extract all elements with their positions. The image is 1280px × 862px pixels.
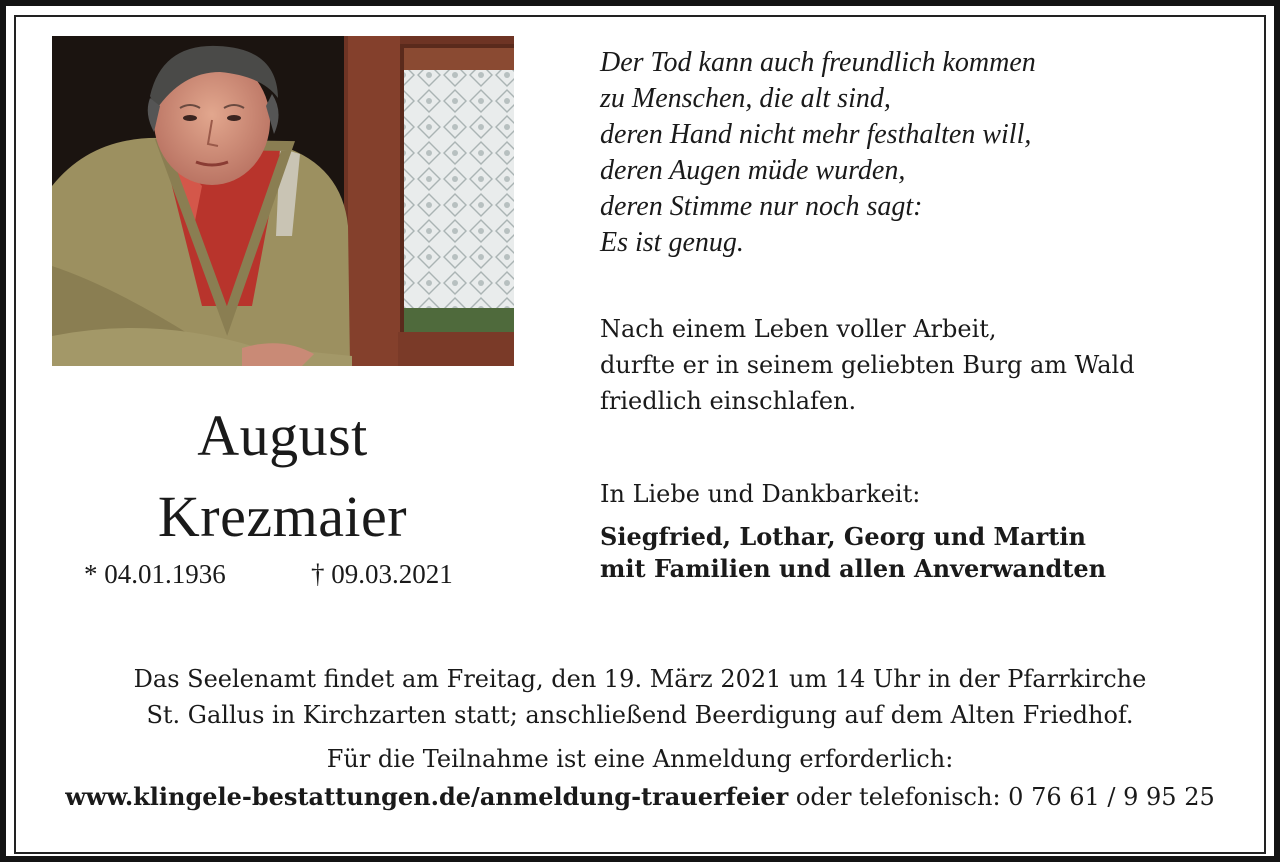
phone-prefix: oder telefonisch: <box>788 783 1009 811</box>
poem-line: deren Stimme nur noch sagt: <box>600 191 923 222</box>
poem-line: Es ist genug. <box>600 227 744 258</box>
registration-url-link[interactable]: www.klingele-bestattungen.de/anmeldung-trauerfeier <box>65 782 789 811</box>
service-details-line-2: St. Gallus in Kirchzarten statt; anschließend Beerdigung auf dem Alten Friedhof. <box>146 701 1134 729</box>
death-date: † 09.03.2021 <box>311 559 453 589</box>
mourners-line: mit Familien und allen Anverwandten <box>600 554 1107 583</box>
life-line: friedlich einschlafen. <box>600 387 857 415</box>
poem-line: deren Augen müde wurden, <box>600 155 906 186</box>
portrait-photo <box>52 36 514 366</box>
thanks-intro: In Liebe und Dankbarkeit: <box>600 480 921 508</box>
deceased-last-name: Krezmaier <box>157 484 408 549</box>
poem-line: zu Menschen, die alt sind, <box>600 83 891 114</box>
life-line: Nach einem Leben voller Arbeit, <box>600 315 997 343</box>
deceased-first-name: August <box>197 403 368 468</box>
phone-number: 0 76 61 / 9 95 25 <box>1008 783 1215 811</box>
life-line: durfte er in seinem geliebten Burg am Wald <box>600 351 1135 379</box>
poem-line: deren Hand nicht mehr festhalten will, <box>600 119 1032 150</box>
birth-date: * 04.01.1936 <box>84 559 226 589</box>
registration-note: Für die Teilnahme ist eine Anmeldung erforderlich: <box>326 745 954 773</box>
memorial-poem <box>600 45 1036 261</box>
mourners-list <box>600 521 1106 585</box>
life-statement <box>600 311 1135 419</box>
registration-contact <box>20 782 1260 811</box>
service-details-line-1: Das Seelenamt findet am Freitag, den 19. März 2021 um 14 Uhr in der Pfarrkirche <box>133 665 1147 693</box>
mourners-line: Siegfried, Lothar, Georg und Martin <box>600 522 1086 551</box>
poem-line: Der Tod kann auch freundlich kommen <box>600 47 1036 78</box>
